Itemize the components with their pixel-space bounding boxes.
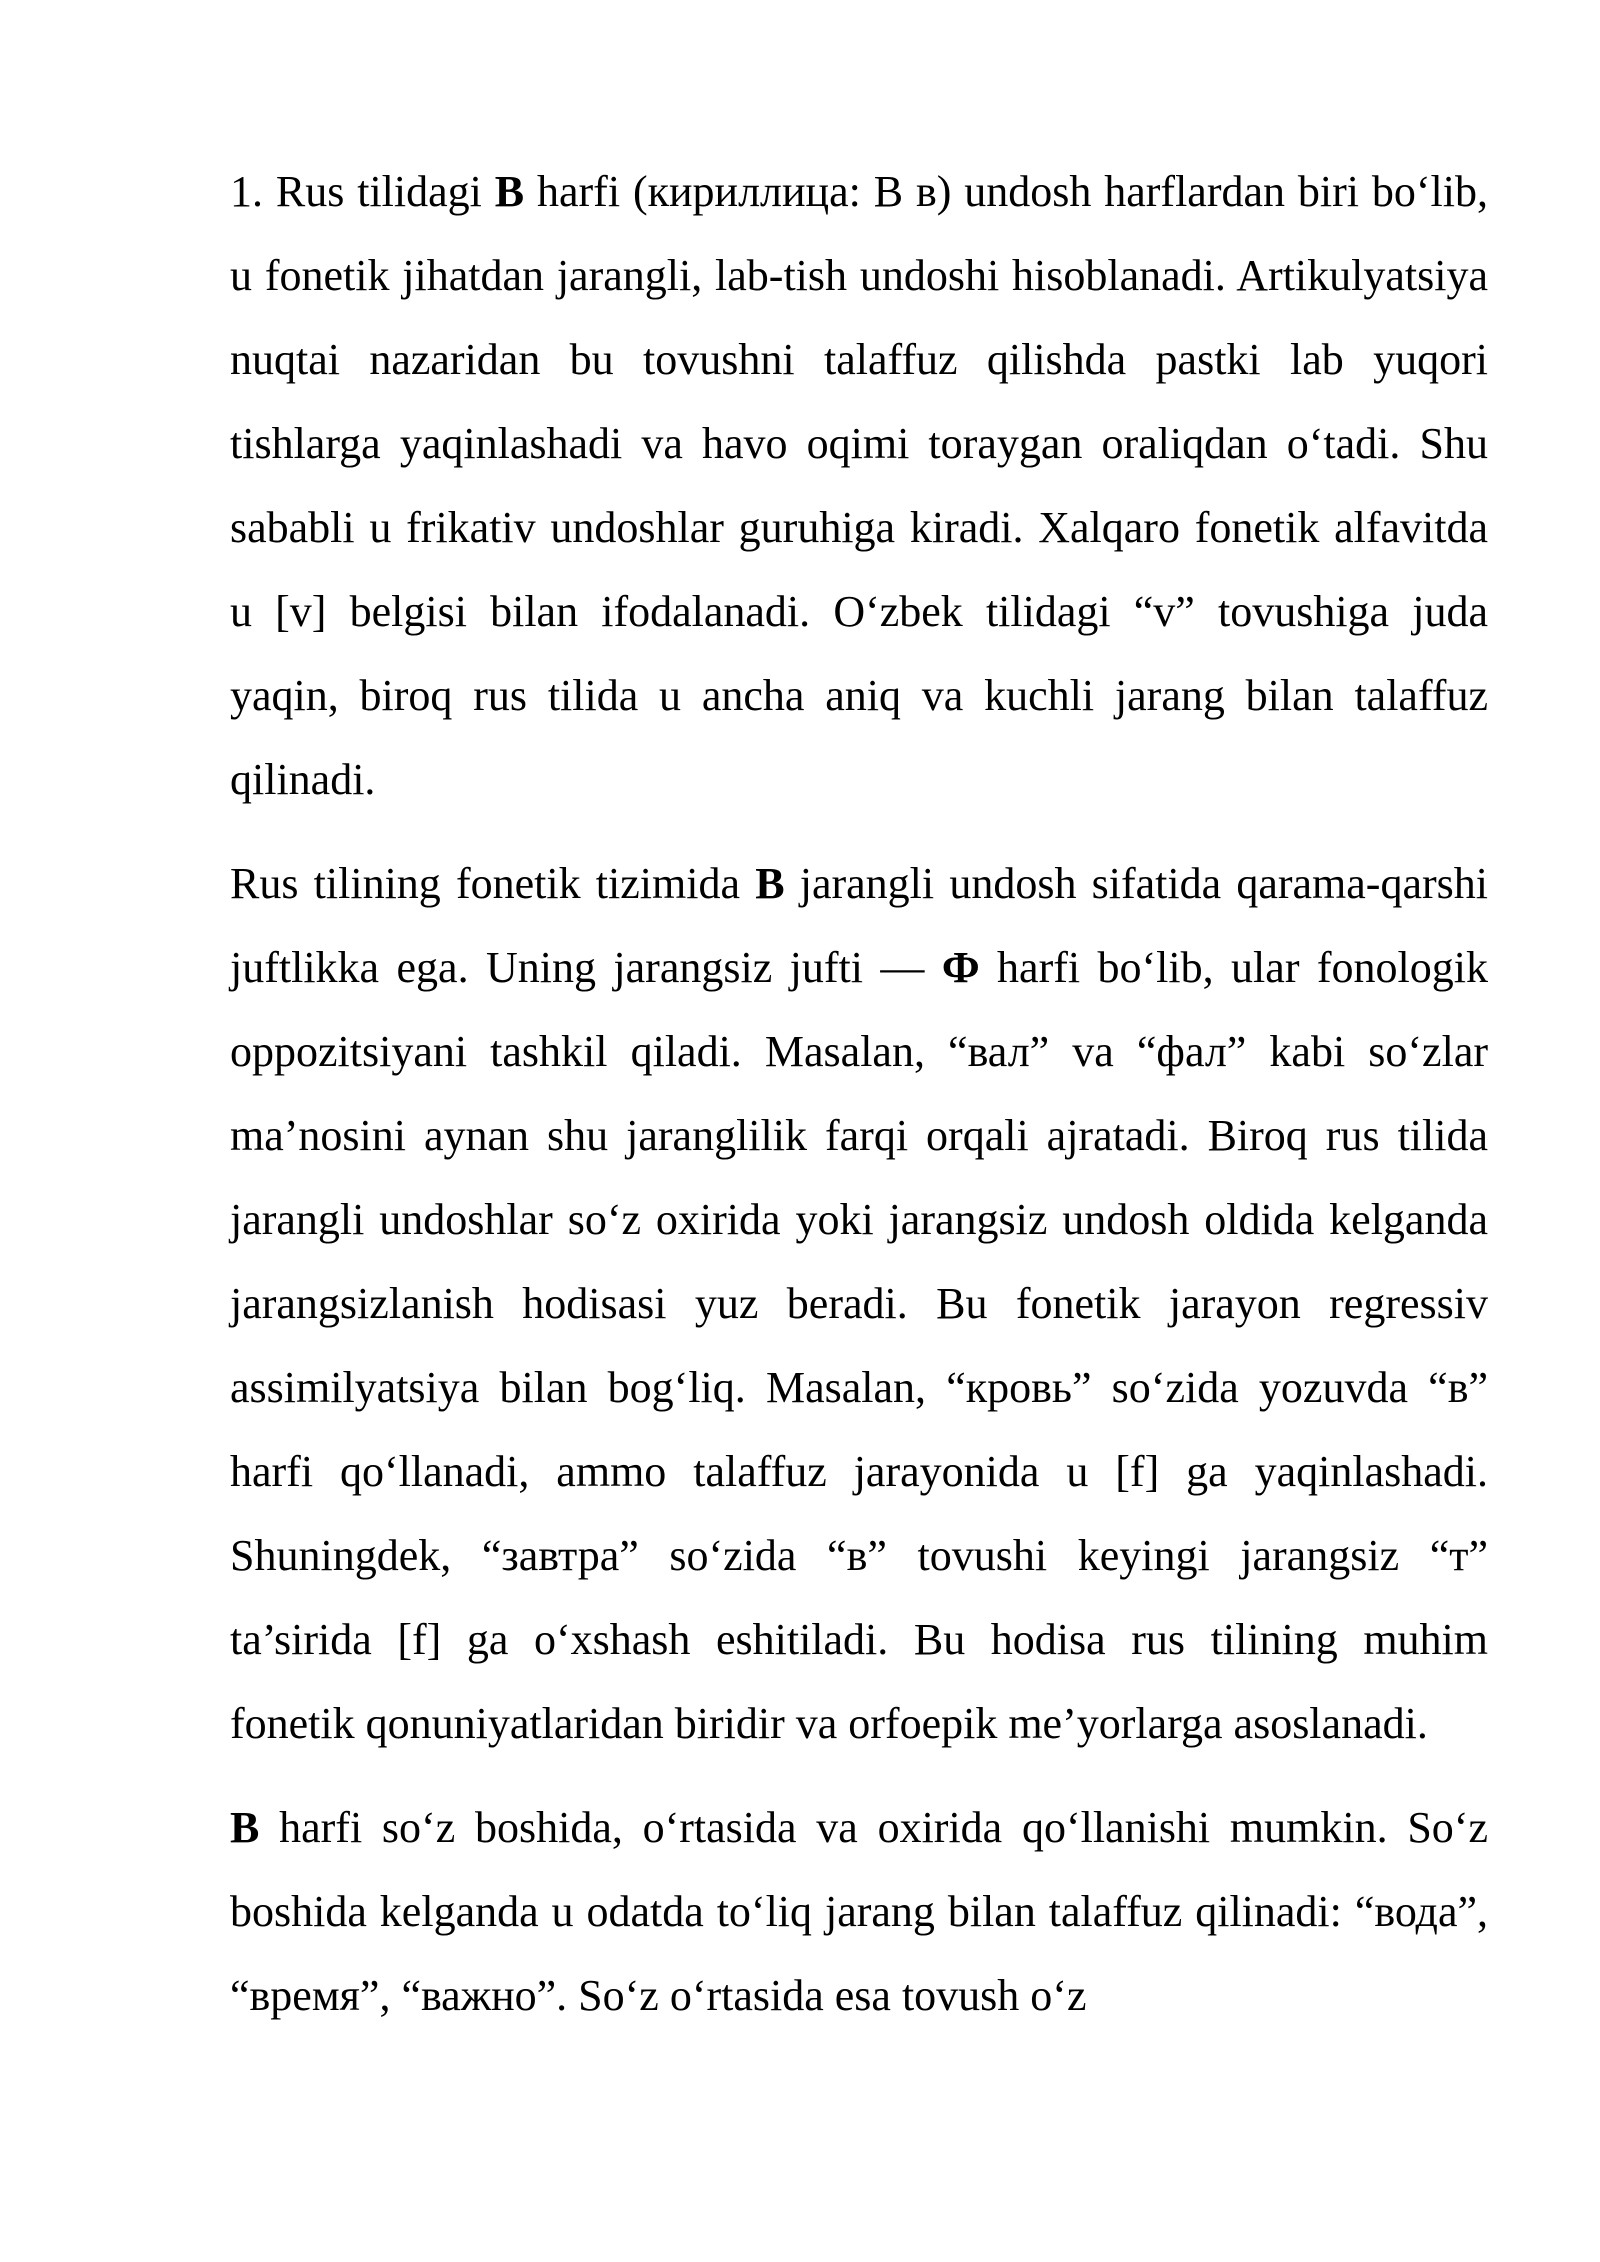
- bold-letter-v: B: [755, 859, 785, 908]
- paragraph-3: [230, 1786, 1488, 2038]
- text-run: harfi (кириллица: В в) undosh harflardan biri bo‘lib, u fonetik jihatdan jarangli, lab-tish undoshi hisoblanadi. Artikulyatsiya nuqtai nazaridan bu tovushni talaffuz qilishda pastki lab yuqori tishlarga yaqinlashadi va havo oqimi toraygan oraliqdan o‘tadi. Shu sababli u frikativ undoshlar guruhiga kiradi. Xalqaro fonetik alfavitda u [v] belgisi bilan ifodalanadi. O‘zbek tilidagi “v” tovushiga juda yaqin, biroq rus tilida u ancha aniq va kuchli jarang bilan talaffuz qilinadi.: [230, 167, 1488, 804]
- text-run: harfi bo‘lib, ular fonologik oppozitsiyani tashkil qiladi. Masalan, “вал” va “фал” kabi so‘zlar ma’nosini aynan shu jaranglilik farqi orqali ajratadi. Biroq rus tilida jarangli undoshlar so‘z oxirida yoki jarangsiz undosh oldida kelganda jarangsizlanish hodisasi yuz beradi. Bu fonetik jarayon regressiv assimilyatsiya bilan bog‘liq. Masalan, “кровь” so‘zida yozuvda “в” harfi qo‘llanadi, ammo talaffuz jarayonida u [f] ga yaqinlashadi. Shuningdek, “завтра” so‘zida “в” tovushi keyingi jarangsiz “т” ta’sirida [f] ga o‘xshash eshitiladi. Bu hodisa rus tilining muhim fonetik qonuniyatlaridan biridir va orfoepik me’yorlarga asoslanadi.: [230, 943, 1488, 1748]
- document-page: [230, 150, 1488, 2058]
- paragraph-1: [230, 150, 1488, 822]
- bold-letter-v: B: [494, 167, 525, 216]
- paragraph-2: [230, 842, 1488, 1766]
- bold-letter-f: Ф: [941, 943, 980, 992]
- bold-letter-v: B: [230, 1803, 260, 1852]
- text-run: Rus tilining fonetik tizimida: [230, 859, 756, 908]
- text-run: harfi so‘z boshida, o‘rtasida va oxirida qo‘llanishi mumkin. So‘z boshida kelganda u odatda to‘liq jarang bilan talaffuz qilinadi: “вода”, “время”, “важно”. So‘z o‘rtasida esa tovush o‘z: [230, 1803, 1488, 2020]
- text-run: jarangli undosh sifatida qarama-qarshi juftlikka ega. Uning jarangsiz jufti —: [230, 859, 1488, 992]
- text-run: 1. Rus tilidagi: [230, 167, 495, 216]
